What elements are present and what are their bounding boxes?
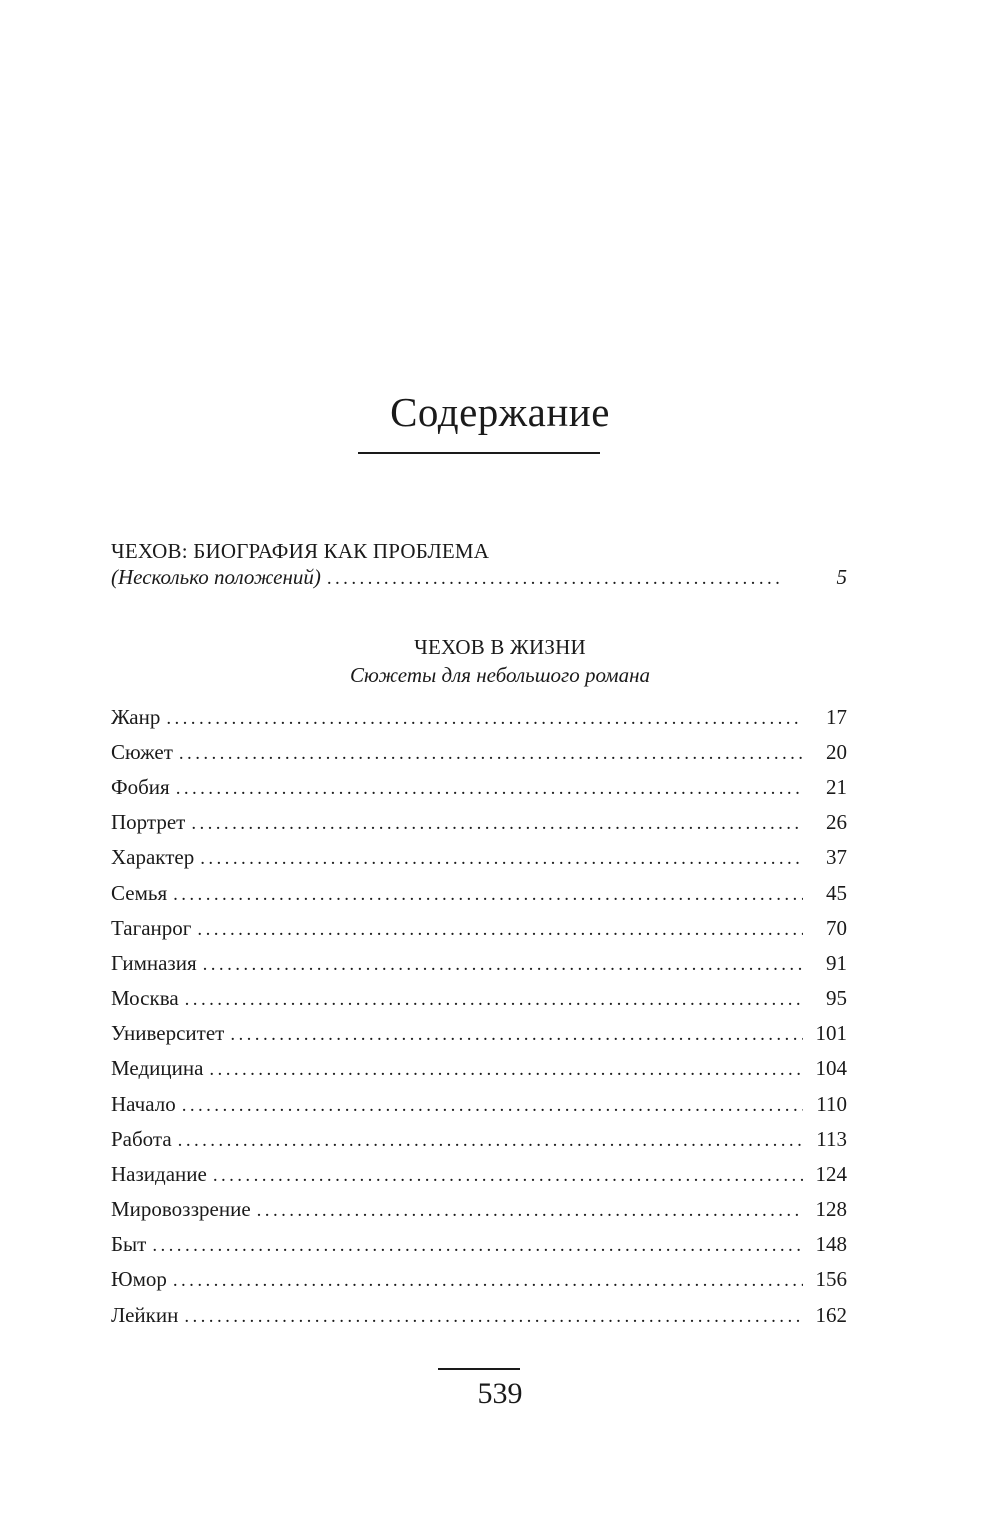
dot-leader <box>209 1055 803 1085</box>
dot-leader <box>197 915 803 945</box>
part1-title: ЧЕХОВ: БИОГРАФИЯ КАК ПРОБЛЕМА <box>111 539 490 563</box>
dot-leader <box>176 774 803 804</box>
toc-entry <box>111 1159 847 1189</box>
entry-label: (Несколько положений) <box>111 565 321 589</box>
toc-entry <box>111 1053 847 1083</box>
entry-page: 162 <box>815 1303 847 1327</box>
dot-leader <box>178 1126 803 1156</box>
entry-label: Москва <box>111 986 179 1010</box>
toc-entry <box>111 878 847 908</box>
toc-entry <box>111 702 847 732</box>
entry-page: 26 <box>826 810 847 834</box>
page-number: 539 <box>477 1377 523 1410</box>
dot-leader <box>166 704 803 734</box>
entry-page: 148 <box>815 1232 847 1256</box>
toc-entry <box>111 842 847 872</box>
toc-entry <box>111 948 847 978</box>
entry-page: 156 <box>815 1267 847 1291</box>
dot-leader <box>173 880 803 910</box>
entry-page: 113 <box>816 1127 847 1151</box>
dot-leader <box>327 564 781 594</box>
part2-subtitle: Сюжеты для небольшого романа <box>349 663 651 687</box>
entry-label: Медицина <box>111 1056 204 1080</box>
dot-leader <box>182 1091 803 1121</box>
dot-leader <box>185 985 803 1015</box>
dot-leader <box>191 809 803 839</box>
toc-entry <box>111 1018 847 1048</box>
entry-label: Назидание <box>111 1162 207 1186</box>
entry-label: Портрет <box>111 810 186 834</box>
entry-page: 95 <box>826 986 847 1010</box>
entry-label: Мировоззрение <box>111 1197 251 1221</box>
dot-leader <box>230 1020 803 1050</box>
toc-entry <box>111 737 847 767</box>
entry-label: Таганрог <box>111 916 192 940</box>
toc-entry <box>111 1089 847 1119</box>
entry-label: Сюжет <box>111 740 173 764</box>
entry-label: Семья <box>111 881 168 905</box>
entry-page: 128 <box>815 1197 847 1221</box>
page-title: Содержание <box>390 389 610 435</box>
entry-page: 37 <box>826 845 847 869</box>
toc-entry <box>111 1194 847 1224</box>
toc-entry <box>111 913 847 943</box>
folio-rule <box>438 1368 520 1370</box>
toc-entry <box>111 1264 847 1294</box>
dot-leader <box>200 844 803 874</box>
entry-page: 70 <box>826 916 847 940</box>
entry-label: Начало <box>111 1092 176 1116</box>
toc-entry <box>111 1229 847 1259</box>
entry-label: Фобия <box>111 775 170 799</box>
toc-entry <box>111 983 847 1013</box>
entry-page: 101 <box>815 1021 847 1045</box>
entry-page: 17 <box>826 705 847 729</box>
entry-label: Университет <box>111 1021 225 1045</box>
toc-entry <box>111 772 847 802</box>
part1-subtitle-entry <box>111 562 847 592</box>
part2-title: ЧЕХОВ В ЖИЗНИ <box>414 635 586 659</box>
entry-page: 110 <box>816 1092 847 1116</box>
toc-entry <box>111 1300 847 1330</box>
dot-leader <box>257 1196 803 1226</box>
toc-entry <box>111 807 847 837</box>
dot-leader <box>203 950 803 980</box>
entry-label: Работа <box>111 1127 172 1151</box>
dot-leader <box>152 1231 803 1261</box>
entry-page: 45 <box>826 881 847 905</box>
entry-label: Лейкин <box>111 1303 179 1327</box>
title-underline <box>358 452 600 454</box>
entry-label: Характер <box>111 845 195 869</box>
entry-page: 21 <box>826 775 847 799</box>
entry-label: Быт <box>111 1232 147 1256</box>
entry-page: 5 <box>836 565 847 589</box>
dot-leader <box>213 1161 803 1191</box>
entry-label: Юмор <box>111 1267 167 1291</box>
dot-leader <box>173 1266 803 1296</box>
entry-page: 124 <box>815 1162 847 1186</box>
entry-label: Жанр <box>111 705 161 729</box>
dot-leader <box>179 739 803 769</box>
entry-page: 104 <box>815 1056 847 1080</box>
entry-page: 20 <box>826 740 847 764</box>
entry-label: Гимназия <box>111 951 197 975</box>
dot-leader <box>184 1302 803 1332</box>
toc-entry <box>111 1124 847 1154</box>
entry-page: 91 <box>826 951 847 975</box>
